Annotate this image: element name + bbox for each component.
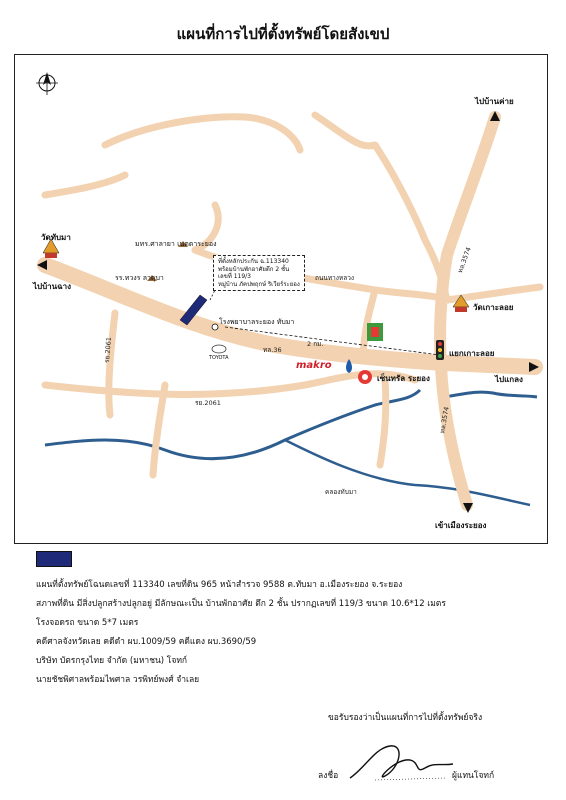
central-icon [358, 370, 372, 384]
store-icon [367, 323, 383, 341]
road-label-canal: คลองทับมา [325, 488, 357, 496]
signature-role: ผู้แทนโจทก์ [452, 771, 495, 781]
legend-line-1: แผนที่ตั้งทรัพย์โฉนดเลขที่ 113340 เลขที่ดิน 965 หน้าสำรวจ 9588 ต.ทับมา อ.เมืองระยอง จ.ระยอง [36, 580, 403, 590]
destination-klaeng: ไปแกลง [495, 375, 523, 384]
legend-swatch [36, 551, 72, 567]
map-frame [14, 54, 548, 544]
road-label-upper: ถนนทางหลวง [315, 274, 355, 282]
road-label-r36: ทล.36 [263, 346, 282, 354]
toyota-icon [212, 345, 226, 353]
label-wat-ko-loi: วัดเกาะลอย [473, 303, 514, 312]
legend-line-2: สภาพที่ดิน มีสิ่งปลูกสร้างปลูกอยู่ มีลักษณะเป็น บ้านพักอาศัย ตึก 2 ชั้น ปรากฏเลขที่ 119/3 ขนาด 10.6*12 เมตร [36, 599, 446, 609]
canal-thap-ma [285, 440, 530, 505]
label-university: มทร.ศาลายา เนตตาระยอง [135, 240, 217, 248]
label-central: เซ็นทรัล ระยอง [377, 374, 430, 383]
road-north-branch [375, 145, 447, 300]
road-label-distance: 2 กม. [307, 340, 324, 348]
sign-label: ลงชื่อ [318, 771, 339, 781]
road-label-r2061-south: รย.2061 [195, 399, 221, 407]
property-callout [213, 255, 305, 291]
destination-rayong-town: เข้าเมืองระยอง [435, 521, 487, 530]
hospital-icon [212, 324, 218, 330]
destination-ban-chang: ไปบ้านฉาง [33, 282, 71, 291]
label-intersection: แยกเกาะลอย [449, 349, 495, 358]
callout-line-2: พร้อมบ้านพักอาศัยตึก 2 ชั้น [218, 265, 290, 273]
road-label-r3574-bottom: ทล.3574 [438, 406, 451, 434]
destination-ban-khai: ไปบ้านค่าย [475, 97, 514, 106]
road-north-2 [315, 115, 375, 146]
north-arrow-icon [36, 72, 58, 95]
road-north-loop [105, 117, 300, 150]
road-label-r3574-top: ทล.3574 [456, 245, 473, 275]
label-school: รร.ทวงร ลาดุบา [115, 274, 164, 282]
road-south-branch [153, 385, 165, 475]
river-south [45, 390, 420, 459]
label-wat-thap-ma: วัดทับมา [41, 233, 71, 242]
label-hospital: โรงพยาบาลระยอง ทับมา [219, 318, 295, 326]
callout-line-3: เลขที่ 119/3 [218, 273, 251, 280]
legend-line-3: โรงจอดรถ ขนาด 5*7 เมตร [36, 618, 139, 628]
legend-line-4: คดีศาลจังหวัดเลย คดีดำ ผบ.1009/59 คดีแดง ผบ.3690/59 [36, 637, 257, 647]
label-toyota: TOYOTA [209, 355, 229, 361]
callout-line-1: ที่ตั้งหลักประกัน ฉ.113340 [218, 258, 289, 265]
signature-image [345, 738, 455, 788]
legend-line-5: บริษัท บัตรกรุงไทย จำกัด (มหาชน) โจทก์ [36, 656, 188, 666]
traffic-light-icon [436, 340, 444, 360]
certification-text: ขอรับรองว่าเป็นแผนที่การไปที่ตั้งทรัพย์จริง [328, 713, 483, 723]
road-south-2 [380, 380, 386, 465]
road-2061-left [109, 313, 115, 415]
river-east [443, 392, 537, 397]
page-title: แผนที่การไปที่ตั้งทรัพย์โดยสังเขป [176, 25, 390, 43]
makro-logo: makro [296, 360, 332, 371]
road-west-upper [45, 175, 125, 195]
callout-line-4: หมู่บ้าน ภัคปพฤกษ์ ริเวียร์ระยอง [218, 280, 300, 288]
map-canvas [15, 55, 548, 544]
legend-line-6: นายชัชพิศาลพร้อมไพศาล วรพิทย์พงศ์ จำเลย [36, 675, 200, 685]
road-label-r2061-left: รย.2061 [102, 336, 114, 364]
